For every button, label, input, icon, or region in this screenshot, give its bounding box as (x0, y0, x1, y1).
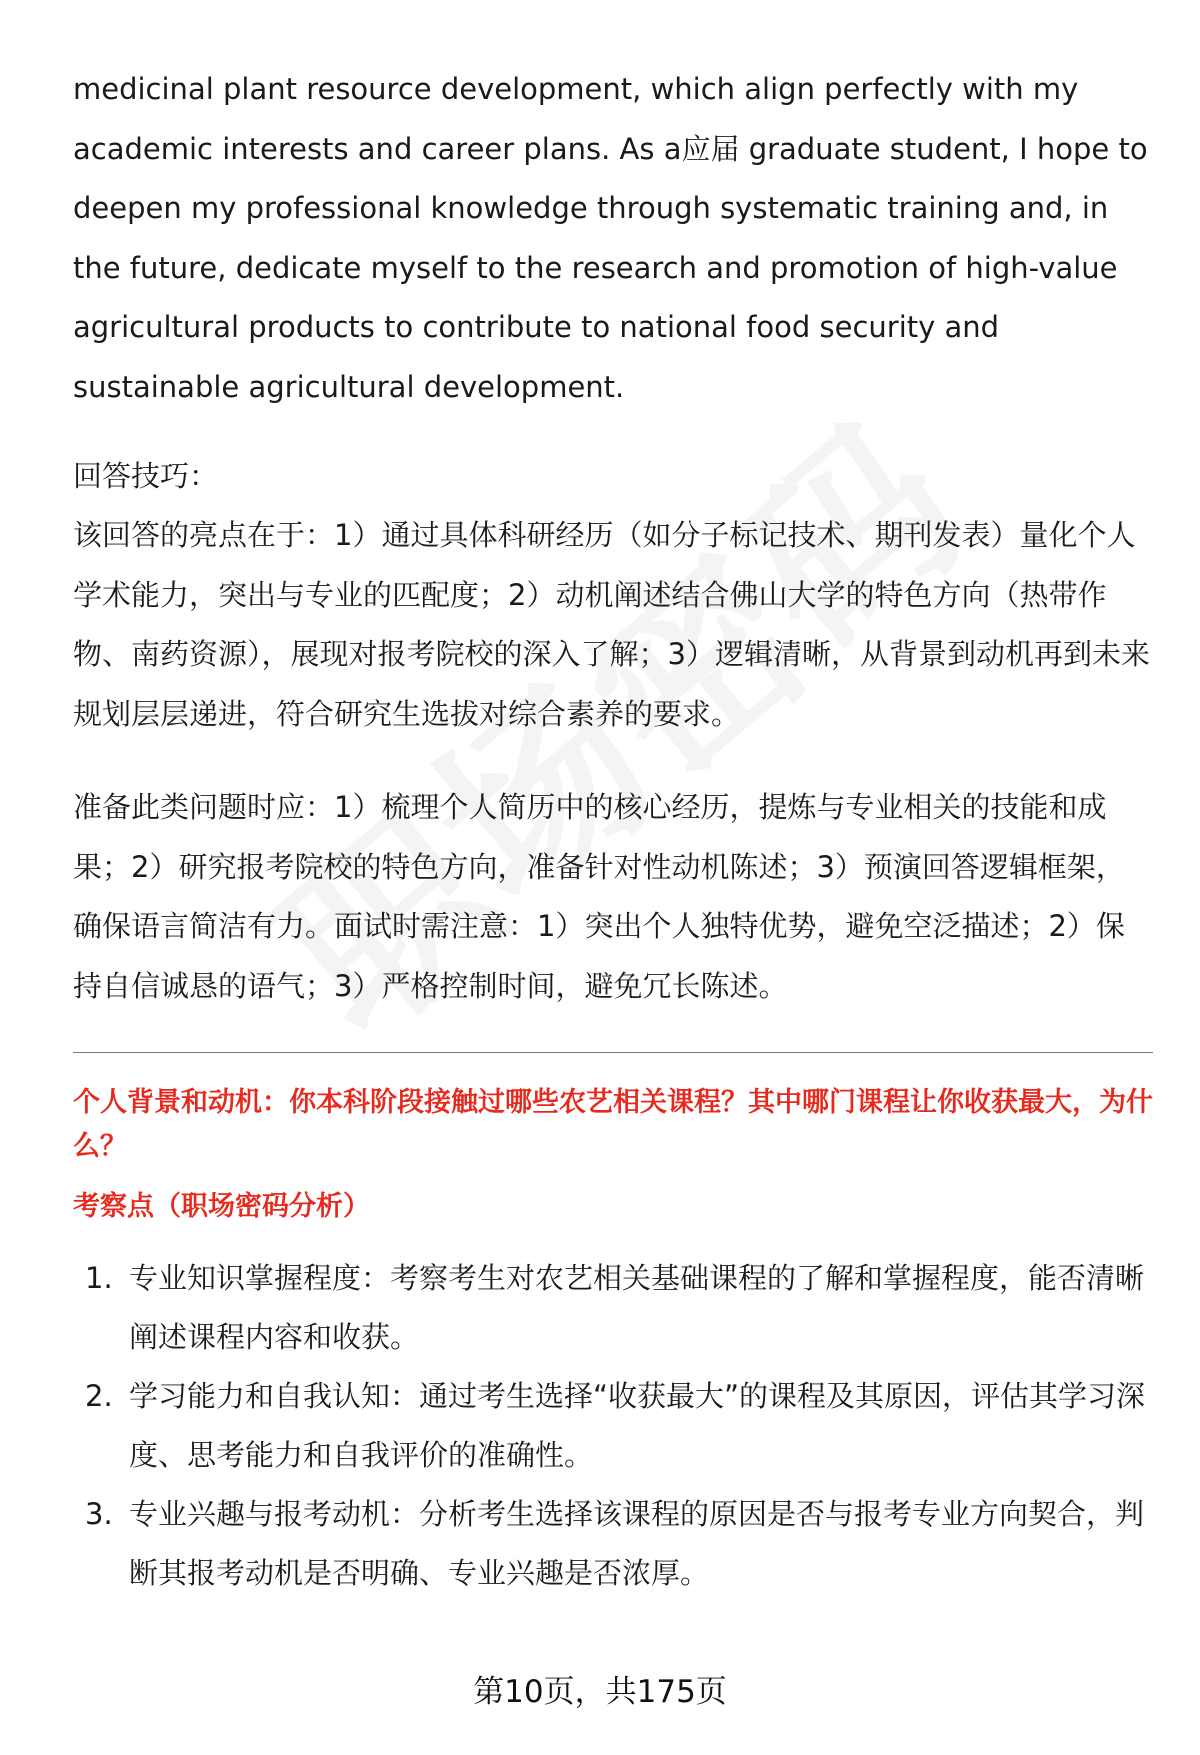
list-item-text: 专业兴趣与报考动机：分析考生选择该课程的原因是否与报考专业方向契合，判断其报考动机是否明确、专业兴趣是否浓厚。 (129, 1497, 1145, 1590)
list-item (73, 1249, 1153, 1367)
exam-points-list (73, 1249, 1153, 1603)
list-item (73, 1367, 1153, 1485)
list-item-text: 学习能力和自我认知：通过考生选择“收获最大”的课程及其原因，评估其学习深度、思考能力和自我评价的准确性。 (129, 1379, 1146, 1472)
list-item-number: 3. (85, 1497, 113, 1531)
tips-prep-paragraph: 准备此类问题时应：1）梳理个人简历中的核心经历，提炼与专业相关的技能和成果；2）研究报考院校的特色方向，准备针对性动机陈述；3）预演回答逻辑框架，确保语言简洁有力。面试时需注意：1）突出个人独特优势，避免空泛描述；2）保持自信诚恳的语气；3）严格控制时间，避免冗长陈述。 (73, 790, 1125, 1003)
intro-paragraph: medicinal plant resource development, which align perfectly with my academic interests and career plans. As a应届 graduate student, I hope to deepen my professional knowledge through systematic training and, in the future, dedicate myself to the research and promotion of high-value agricultural products to contribute to national food security and sustainable agricultural development. (73, 72, 1148, 404)
list-item-text: 专业知识掌握程度：考察考生对农艺相关基础课程的了解和掌握程度，能否清晰阐述课程内容和收获。 (129, 1261, 1145, 1354)
tips-highlight-paragraph: 该回答的亮点在于：1）通过具体科研经历（如分子标记技术、期刊发表）量化个人学术能力，突出与专业的匹配度；2）动机阐述结合佛山大学的特色方向（热带作物、南药资源），展现对报考院校的深入了解；3）逻辑清晰，从背景到动机再到未来规划层层递进，符合研究生选拔对综合素养的要求。 (73, 518, 1150, 731)
document-page (73, 60, 1153, 1603)
question-heading: 个人背景和动机：你本科阶段接触过哪些农艺相关课程？其中哪门课程让你收获最大，为什么？ (73, 1087, 1153, 1162)
list-item-number: 1. (85, 1261, 113, 1295)
page-footer: 第10页，共175页 (473, 1674, 727, 1710)
exam-points-title: 考察点（职场密码分析） (73, 1191, 370, 1222)
list-item (73, 1485, 1153, 1603)
list-item-number: 2. (85, 1379, 113, 1413)
tips-label: 回答技巧： (73, 459, 219, 493)
